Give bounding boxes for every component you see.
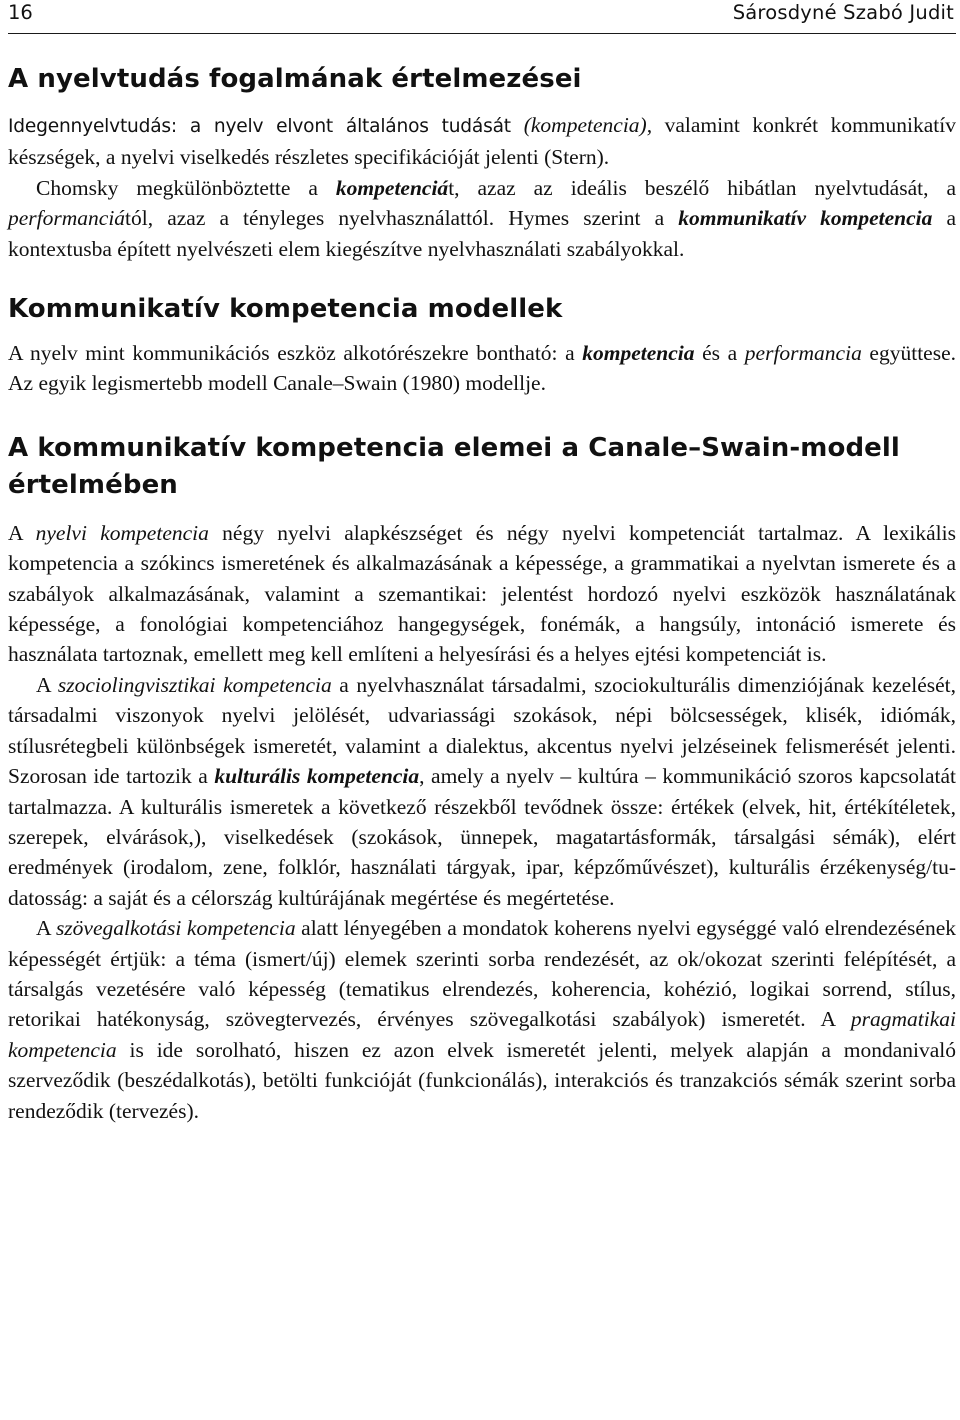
term-bold-italic: kulturális kompetencia <box>214 764 420 789</box>
document-page <box>8 0 956 1126</box>
text-run: és a <box>694 341 745 366</box>
term-italic: performancia <box>744 341 862 366</box>
text-run: A <box>8 520 36 545</box>
term-italic: pragmatikai kompetencia <box>8 1007 956 1062</box>
text-run: A nyelv mint kommunikációs eszköz alkotórészekre bontható: a <box>8 341 583 366</box>
paragraph-discourse-competence <box>8 913 956 1126</box>
section-heading-elements: A kommunikatív kompetencia elemei a Canale–Swain-modell értelmében <box>8 432 900 500</box>
paragraph-chomsky-hymes <box>8 173 956 264</box>
text-run: Idegennyelvtudás: a nyelv elvont általános tudását <box>8 116 524 137</box>
text-run: , amely a nyelv – kultúra – kommunikáció szoros kapcsolatát tartalmazza. A kulturális ismeretek a következő részekből tevődnek össze: értékek (elvek, hit, értékítéletek, szerepek, elvárások,), viselkedések (szokások, ünnepek, magatartásformák, társalgási sémák), elért eredmények (irodalom, zene, folklór, használati tárgyak, ipar, képzőművészet), kulturális érzékenység/tudatosság: a saját és a célország kultúrájának megértése és megértetése. <box>8 764 956 910</box>
text-run: t, azaz az ideális beszélő hibátlan nyelvtudását, a <box>448 175 956 200</box>
paragraph-definition <box>8 110 956 173</box>
paragraph-linguistic-competence <box>8 518 956 670</box>
text-run: a nyelvhasználat társadalmi, szociokulturális dimenziójának kezelését, társadalmi viszonyok nyelvi jelölését, udvariassági szokások, népi bölcsességek, klisék, idiómák, stílusrétegbeli különbségek ismeretét, valamint a dialektus, akcentus nyelvi jelzéseinek felismerését jelenti. Szorosan ide tartozik a <box>8 672 956 789</box>
term-italic: szövegalkotási kompetencia <box>55 916 296 941</box>
author-name: Sárosdyné Szabó Judit <box>732 1 954 24</box>
term-bold-italic: kompetenciá <box>335 175 449 200</box>
text-run: Chomsky megkülönböztette a <box>36 175 336 200</box>
page-number: 16 <box>8 1 33 24</box>
text-run: A <box>36 916 56 941</box>
term-italic: szociolingvisztikai kompetencia <box>57 672 332 697</box>
paragraph-sociolinguistic-competence <box>8 670 956 913</box>
section-heading-models: Kommunikatív kompetencia modellek <box>8 294 563 325</box>
paragraph-models <box>8 338 956 399</box>
term-italic: (kompetencia), <box>523 113 653 137</box>
text-run: tól, azaz a tényleges nyelvhasználattól. Hymes szerint a <box>125 206 679 231</box>
term-italic: performanciá <box>8 206 126 231</box>
text-run: A <box>36 672 58 697</box>
term-bold-italic: kommunikatív kompetencia <box>678 206 933 231</box>
term-italic: nyelvi kompetencia <box>35 520 209 545</box>
term-bold-italic: kompetencia <box>582 341 695 366</box>
text-run: alatt lényegében a mondatok koherens nyelvi egységgé való elrendezésének képességét értjük: a téma (ismert/új) elemek szerinti sorba rendezését, az ok/okozat szerinti felépítését, a társalgás vezetésére való képesség (tematikus elrendezés, koherencia, kohézió, logikai sorrend, stílus, retorikai hatékonyság, szövegtervezés, érvényes szövegalkotási szabályok) ismeretét. A <box>8 916 956 1032</box>
running-header <box>8 0 956 34</box>
text-run: is ide sorolható, hiszen ez azon elvek ismeretét jelenti, melyek alapján a mondanivaló szerveződik (beszédalkotás), betölti funkcióját (funkcionálás), interakciós és tranzakciós sémák szerint sorba rendeződik (tervezés). <box>8 1037 956 1123</box>
text-run: a kontextusba épített nyelvészeti elem kiegészítve nyelvhasználati szabályokkal. <box>8 206 956 261</box>
text-run: valamint konkrét kommunikatív készségek, a nyelvi viselkedés részletes specifikációját jelenti (Stern). <box>8 113 956 170</box>
text-run: együttese. Az egyik legismertebb modell Canale–Swain (1980) modellje. <box>8 341 956 396</box>
text-run: négy nyelvi alapkészséget és négy nyelvi kompetenciát tartalmaz. A lexikális kompetencia a szókincs ismeretének és alkalmazásának a képessége, a grammatikai a nyelvtan ismerete és a szabályok alkalmazásának, valamint a szemantikai: jelentést hordozó nyelvi eszközök használatának képessége, a fonológiai kompetenciához hangegységek, fonémák, a hangsúly, intonáció ismerete és használata tartoznak, emellett meg kell említeni a helyesírási és a helyes ejtési kompetenciát is. <box>8 520 956 667</box>
section-heading-definitions: A nyelvtudás fogalmának értelmezései <box>8 64 582 94</box>
